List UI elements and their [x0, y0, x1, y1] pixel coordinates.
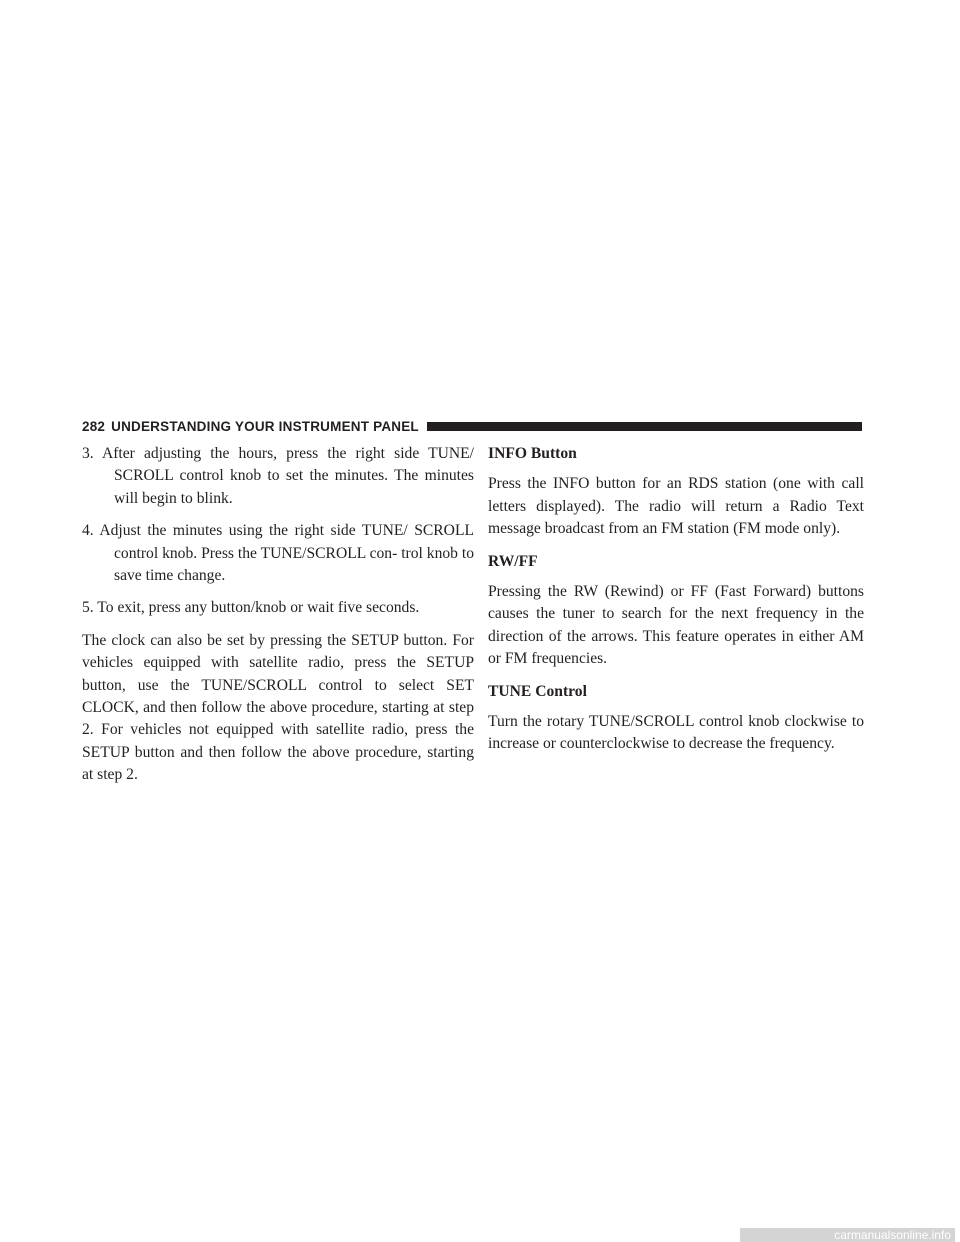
- header-rule: [427, 422, 862, 431]
- watermark: carmanualsonline.info: [740, 1228, 955, 1242]
- rw-ff-body: Pressing the RW (Rewind) or FF (Fast Forward) buttons causes the tuner to search for the next frequency in the direction of the arrows. This feature operates in either AM or FM frequencies.: [488, 583, 864, 668]
- left-column: [82, 443, 474, 797]
- rw-ff-heading: RW/FF: [488, 552, 538, 570]
- page-header: [82, 416, 862, 436]
- step-5: 5. To exit, press any button/knob or wait five seconds.: [82, 599, 420, 617]
- section-title: UNDERSTANDING YOUR INSTRUMENT PANEL: [111, 418, 419, 434]
- step-4: 4. Adjust the minutes using the right side TUNE/ SCROLL control knob. Press the TUNE/SCROLL con- trol knob to save time change.: [82, 522, 474, 585]
- step-3: 3. After adjusting the hours, press the right side TUNE/ SCROLL control knob to set the minutes. The minutes will begin to blink.: [82, 445, 474, 507]
- tune-control-heading: TUNE Control: [488, 682, 587, 700]
- info-button-heading: INFO Button: [488, 445, 577, 462]
- page-number: 282: [82, 418, 106, 434]
- clock-setup-paragraph: The clock can also be set by pressing the SETUP button. For vehicles equipped with satellite radio, press the SETUP button, use the TUNE/SCROLL control to select SET CLOCK, and then follow the above procedure, starting at step 2. For vehicles not equipped with satellite radio, press the SETUP button and then follow the above procedure, starting at step 2.: [82, 631, 474, 784]
- tune-control-body: Turn the rotary TUNE/SCROLL control knob clockwise to increase or counterclockwise to decrease the frequency.: [488, 713, 864, 753]
- right-column: [488, 443, 864, 766]
- info-button-body: Press the INFO button for an RDS station (one with call letters displayed). The radio will return a Radio Text message broadcast from an FM station (FM mode only).: [488, 475, 864, 538]
